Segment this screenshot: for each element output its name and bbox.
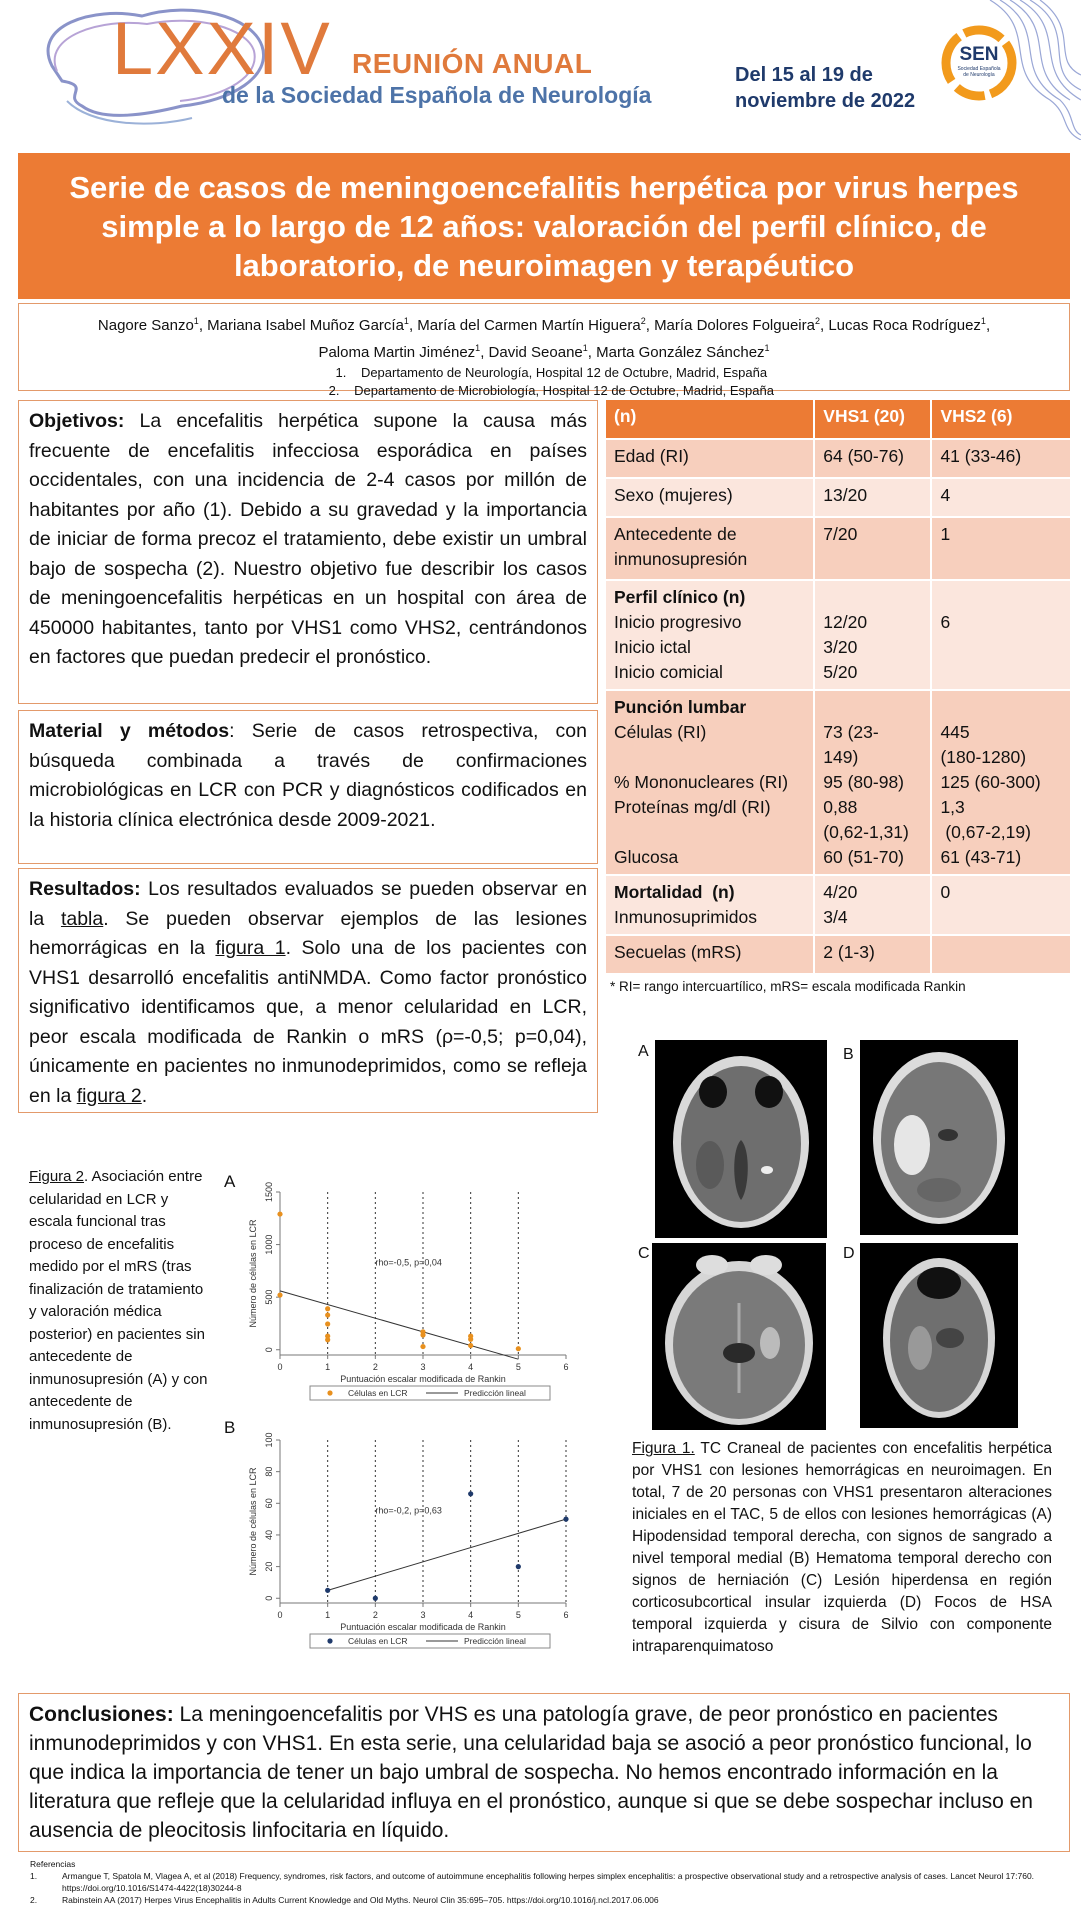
society-name: de la Sociedad Española de Neurología xyxy=(222,82,652,108)
data-point xyxy=(420,1344,425,1349)
y-tick-label: 1500 xyxy=(264,1181,274,1203)
x-tick-label: 4 xyxy=(468,1610,474,1620)
table-row xyxy=(605,690,1071,875)
x-tick-label: 3 xyxy=(420,1610,426,1620)
table-cell: 4 xyxy=(931,478,1071,517)
material-section xyxy=(18,710,598,864)
table-row xyxy=(605,439,1071,478)
legend-label: Predicción lineal xyxy=(464,1636,526,1646)
ct-scan-image-c xyxy=(652,1243,826,1430)
author-name: Marta González Sánchez xyxy=(596,344,765,361)
link-figura-2[interactable]: figura 2 xyxy=(76,1084,142,1107)
cell-line: 4/20 xyxy=(823,882,858,902)
row-heading: Punción lumbar xyxy=(614,697,747,717)
data-point xyxy=(325,1337,330,1342)
table-cell xyxy=(814,690,931,875)
resultados-text: Los resultados evaluados se pueden observar en la xyxy=(29,878,587,930)
correlation-annotation: rho=-0,2, p=0,63 xyxy=(375,1505,442,1516)
x-axis-label: Puntuación escalar modificada de Rankin xyxy=(340,1622,506,1632)
author-affiliation-sup: 1 xyxy=(403,316,409,326)
y-tick-label: 80 xyxy=(264,1466,274,1477)
figure-1-caption-text: TC Craneal de pacientes con encefalitis herpética por VHS1 con lesiones hemorrágicas en neuroimagen. En total, 7 de 20 personas con VHS1 presentaron alteraciones iniciales en el TAC, 5 de ellos con lesiones hemorrágicas (A) Hipodensidad temporal derecha, con signos de sangrado a nivel temporal medial (B) Hematoma temporal derecho con signos de herniación (C) Lesión hiperdensa en región corticosubcortical insular izquierda (D) Focos de HSA temporal izquierda y cisura de Silvio con componente intraparenquimatoso xyxy=(632,1440,1052,1655)
cell-line: 445 xyxy=(940,722,970,742)
cell-line: 1,3 xyxy=(940,797,965,817)
conclusiones-section xyxy=(18,1693,1070,1852)
author-affiliation-sup: 1 xyxy=(980,316,986,326)
cell-line: 0,88 xyxy=(823,797,858,817)
author-name: María Dolores Folgueira xyxy=(654,317,815,334)
data-point xyxy=(277,1211,282,1216)
cell-line: 3/20 xyxy=(823,637,858,657)
data-point xyxy=(373,1596,378,1601)
table-cell: 2 (1-3) xyxy=(814,935,931,974)
table-row xyxy=(605,580,1071,690)
x-tick-label: 2 xyxy=(372,1362,378,1372)
y-tick-label: 1000 xyxy=(264,1234,274,1255)
references-heading: Referencias xyxy=(30,1859,76,1869)
cell-line: Inicio comicial xyxy=(614,662,723,682)
material-heading: Material y métodos xyxy=(29,720,230,742)
x-tick-label: 4 xyxy=(468,1362,474,1372)
figure-2-caption-lead: Figura 2 xyxy=(29,1168,85,1185)
x-tick-label: 5 xyxy=(515,1362,521,1372)
legend-label: Células en LCR xyxy=(348,1636,408,1646)
table-cell xyxy=(931,875,1071,935)
author-affiliation-sup: 2 xyxy=(814,316,820,326)
cell-line: (0,62-1,31) xyxy=(823,822,909,842)
ct-scan-image-a xyxy=(655,1040,827,1238)
table-cell xyxy=(605,875,814,935)
header-banner xyxy=(0,0,1081,140)
data-point xyxy=(516,1346,521,1351)
sen-logo xyxy=(938,22,1020,104)
table-row xyxy=(605,875,1071,935)
sen-logo-text: SEN xyxy=(959,44,999,65)
author-affiliation-sup: 1 xyxy=(193,316,199,326)
ct-label-d: D xyxy=(843,1245,855,1262)
table-cell: 41 (33-46) xyxy=(931,439,1071,478)
table-cell: 1 xyxy=(931,517,1071,580)
scatter-chart-a xyxy=(238,1170,608,1415)
author-name: Nagore Sanzo xyxy=(97,317,194,334)
figure-2-caption-text: . Asociación entre celularidad en LCR y escala funcional tras proceso de encefalitis medido por el mRS (tras finalización de tratamiento y valoración médica posterior) en pacientes sin antecedente de inmunosupresión (A) y con antecedente de inmunosupresión (B). xyxy=(29,1168,208,1433)
data-point xyxy=(420,1332,425,1337)
table-cell: Antecedente de inmunosupresión xyxy=(605,517,814,580)
reference-item xyxy=(30,1870,1070,1894)
table-cell xyxy=(931,935,1071,974)
cell-line: Inicio ictal xyxy=(614,637,691,657)
authors-line-2: Paloma Martin Jiménez$^1$, David Seoane$^1$, Marta González Sánchez$^1$ xyxy=(318,343,770,361)
row-heading: Mortalidad (n) xyxy=(614,882,735,902)
table-cell: Secuelas (mRS) xyxy=(605,935,814,974)
authors-block xyxy=(18,303,1070,398)
resultados-text: . xyxy=(141,1084,148,1107)
author-affiliation-sup: 1 xyxy=(582,343,588,353)
data-point xyxy=(325,1588,330,1593)
x-tick-label: 6 xyxy=(563,1362,569,1372)
cell-line: Inicio progresivo xyxy=(614,612,742,632)
table-cell: 13/20 xyxy=(814,478,931,517)
figure-2-caption xyxy=(29,1166,209,1436)
data-point xyxy=(468,1343,473,1348)
cell-line: (180-1280) xyxy=(940,747,1027,767)
link-figura-1[interactable]: figura 1 xyxy=(215,937,286,959)
table-cell xyxy=(814,875,931,935)
cell-line: 3/4 xyxy=(823,907,848,927)
cell-line: 0 xyxy=(940,882,951,902)
y-tick-label: 0 xyxy=(264,1595,274,1601)
author-name: Mariana Isabel Muñoz García xyxy=(207,317,404,334)
table-cell xyxy=(931,690,1071,875)
x-tick-label: 1 xyxy=(325,1610,331,1620)
y-tick-label: 500 xyxy=(264,1289,274,1305)
edition-number: LXXIV xyxy=(112,7,332,90)
table-cell: 64 (50-76) xyxy=(814,439,931,478)
sen-logo-sub1: Sociedad Española xyxy=(957,66,1001,72)
row-heading: Perfil clínico (n) xyxy=(614,587,746,607)
data-point xyxy=(277,1292,282,1297)
chart-b-panel-label: B xyxy=(224,1418,236,1437)
cell-line: 60 (51-70) xyxy=(823,847,905,867)
data-point xyxy=(325,1306,330,1311)
y-tick-label: 0 xyxy=(264,1347,274,1353)
affiliation-text: Departamento de Microbiología, Hospital 12 de Octubre, Madrid, España xyxy=(354,383,774,398)
cell-line: 73 (23- xyxy=(823,722,879,742)
correlation-annotation: rho=-0,5, p=0,04 xyxy=(375,1257,442,1268)
ct-scan-image-b xyxy=(860,1040,1018,1235)
ct-label-b: B xyxy=(843,1046,854,1063)
cell-line: 95 (80-98) xyxy=(823,772,905,792)
data-point xyxy=(516,1564,521,1569)
ct-scan-image-d xyxy=(860,1243,1018,1428)
table-header-cell: VHS1 (20) xyxy=(814,399,931,439)
table-header-cell: (n) xyxy=(605,399,814,439)
meeting-dates xyxy=(735,62,915,114)
table-row xyxy=(605,935,1071,974)
author-name: Paloma Martin Jiménez xyxy=(318,344,476,361)
x-axis-label: Puntuación escalar modificada de Rankin xyxy=(340,1374,506,1384)
author-name: Lucas Roca Rodríguez xyxy=(828,317,981,334)
resultados-text: . Solo una de los pacientes con VHS1 desarrolló encefalitis antiNMDA. Como factor pronóstico significativo identificamos que, a menor celularidad en LCR, peor escala modificada de Rankin o mRS (ρ=-0,5; p=0,04), únicamente en pacientes no inmunodeprimidos, como se refleja en la xyxy=(29,937,587,1107)
affiliation-text: Departamento de Neurología, Hospital 12 de Octubre, Madrid, España xyxy=(360,365,768,380)
reference-number: 1. xyxy=(30,1871,38,1881)
cell-line: % Mononucleares (RI) xyxy=(614,772,789,792)
poster-title: Serie de casos de meningoencefalitis herpética por virus herpes simple a lo largo de 12 años: valoración del perfil clínico, de laboratorio, de neuroimagen y terapéutico xyxy=(18,153,1070,299)
table-footnote: * RI= rango intercuartílico, mRS= escala modificada Rankin xyxy=(610,979,966,994)
reference-text[interactable]: Rabinstein AA (2017) Herpes Virus Encephalitis in Adults Current Knowledge and Old Myths. Neurol Clin 35:695–705. https://doi.org/10.1016/j.ncl.2017.06.006 xyxy=(62,1895,659,1905)
legend-marker xyxy=(327,1390,332,1395)
cell-line: (0,67-2,19) xyxy=(940,822,1031,842)
legend-label: Células en LCR xyxy=(348,1388,408,1398)
affiliation-number: 1. xyxy=(335,365,347,380)
x-tick-label: 3 xyxy=(420,1362,426,1372)
references-section xyxy=(30,1858,1070,1906)
cell-line: 61 (43-71) xyxy=(940,847,1022,867)
sen-logo-sub2: de Neurología xyxy=(963,72,995,78)
table-header-cell: VHS2 (6) xyxy=(931,399,1071,439)
objetivos-section xyxy=(18,400,598,704)
author-name: David Seoane xyxy=(488,344,583,361)
legend-label: Predicción lineal xyxy=(464,1388,526,1398)
y-tick-label: 60 xyxy=(264,1498,274,1509)
reference-item xyxy=(30,1894,1070,1906)
y-axis-label: Número de células en LCR xyxy=(248,1467,258,1576)
cell-line: 125 (60-300) xyxy=(940,772,1041,792)
author-affiliation-sup: 1 xyxy=(475,343,481,353)
table-row xyxy=(605,478,1071,517)
data-point xyxy=(325,1312,330,1317)
figure-1-caption-lead: Figura 1. xyxy=(632,1440,695,1457)
x-tick-label: 0 xyxy=(277,1362,283,1372)
ct-label-c: C xyxy=(638,1245,650,1262)
cell-line: 12/20 xyxy=(823,612,868,632)
legend-marker xyxy=(327,1638,332,1643)
x-tick-label: 6 xyxy=(563,1610,569,1620)
table-row xyxy=(605,517,1071,580)
cell-line: Proteínas mg/dl (RI) xyxy=(614,797,771,817)
y-tick-label: 100 xyxy=(264,1432,274,1448)
reference-number: 2. xyxy=(30,1895,38,1905)
results-table-wrapper xyxy=(604,398,1072,994)
resultados-text: . Se pueden observar ejemplos de las lesiones hemorrágicas en la xyxy=(29,907,587,959)
x-tick-label: 0 xyxy=(277,1610,283,1620)
table-cell xyxy=(931,580,1071,690)
objetivos-text: La encefalitis herpética supone la causa más frecuente de encefalitis infecciosa esporádica en países occidentales, con una incidencia de 2-4 casos por millón de habitantes por año (1). Debido a su gravedad y la importancia de iniciar de forma precoz el tratamiento, debe existir un umbral bajo de sospecha (2). Nuestro objetivo fue describir los casos de meningoencefalitis herpéticas en un hospital con área de 450000 habitantes, tanto por VHS1 como VHS2, centrándonos en factores que puedan predecir el pronóstico. xyxy=(29,410,587,668)
chart-a-panel-label: A xyxy=(224,1172,236,1191)
x-tick-label: 5 xyxy=(515,1610,521,1620)
table-header-row xyxy=(605,399,1071,439)
data-point xyxy=(563,1517,568,1522)
conclusiones-text: La meningoencefalitis por VHS es una patología grave, de peor pronóstico en pacientes inmunodeprimidos y con VHS1. En esta serie, una celularidad baja se asoció a peor pronóstico funcional, lo que indica la importancia de tener un bajo umbral de sospecha. No hemos encontrado información en la literatura que refleje que la celularidad influya en el pronóstico, aunque si que se debe sospechar incluso en ausencia de pleocitosis linfocitaria en líquido. xyxy=(29,1703,1033,1842)
figure-1-caption xyxy=(632,1438,1052,1658)
x-tick-label: 1 xyxy=(325,1362,331,1372)
reference-text[interactable]: Armangue T, Spatola M, Vlagea A, et al (2018) Frequency, syndromes, risk factors, and outcome of autoimmune encephalitis following herpes simplex encephalitis: a prospective observational study and a retrospective analysis of cases. Lancet Neurol 17:760. https://doi.org/10.1016/S1474-4422(18)30244-8 xyxy=(62,1871,1035,1893)
y-axis-label: Número de células en LCR xyxy=(248,1219,258,1328)
material-text: : Serie de casos retrospectiva, con búsqueda combinada a través de confirmaciones microbiológicas en LCR con PCR y diagnósticos codificados en la historia clínica electrónica desde 2009-2021. xyxy=(29,720,587,831)
y-tick-label: 40 xyxy=(264,1529,274,1540)
data-point xyxy=(468,1337,473,1342)
cell-line: 149) xyxy=(823,747,859,767)
cell-line: 5/20 xyxy=(823,662,858,682)
dates-line-1: Del 15 al 19 de xyxy=(735,64,873,86)
cell-line: Glucosa xyxy=(614,847,679,867)
affiliation-1 xyxy=(19,364,1069,382)
x-tick-label: 2 xyxy=(372,1610,378,1620)
dates-line-2: noviembre de 2022 xyxy=(735,90,916,112)
table-cell xyxy=(814,580,931,690)
results-table xyxy=(604,398,1072,975)
resultados-heading: Resultados: xyxy=(29,878,141,900)
link-tabla[interactable]: tabla xyxy=(60,907,104,930)
table-cell: 7/20 xyxy=(814,517,931,580)
ct-label-a: A xyxy=(638,1043,649,1060)
table-cell: Edad (RI) xyxy=(605,439,814,478)
author-affiliation-sup: 2 xyxy=(640,316,646,326)
data-point xyxy=(468,1491,473,1496)
authors-line-1: Nagore Sanzo$^1$, Mariana Isabel Muñoz García$^1$, María del Carmen Martín Higuera$^2$, María Dolores Folgueira$^2$, Lucas Roca Rodríguez$^1$, xyxy=(97,316,991,334)
table-cell xyxy=(605,690,814,875)
cell-line: 6 xyxy=(940,612,951,632)
meeting-name: REUNIÓN ANUAL xyxy=(352,48,593,79)
cell-line: Inmunosuprimidos xyxy=(614,907,757,927)
cell-line: Células (RI) xyxy=(614,722,707,742)
table-cell xyxy=(605,580,814,690)
data-point xyxy=(325,1321,330,1326)
y-tick-label: 20 xyxy=(264,1561,274,1572)
conclusiones-heading: Conclusiones: xyxy=(29,1703,174,1726)
objetivos-heading: Objetivos: xyxy=(29,410,125,432)
scatter-chart-b xyxy=(238,1418,608,1663)
affiliation-number: 2. xyxy=(328,383,340,398)
author-name: María del Carmen Martín Higuera xyxy=(417,317,641,334)
author-affiliation-sup: 1 xyxy=(764,343,770,353)
table-cell: Sexo (mujeres) xyxy=(605,478,814,517)
resultados-section xyxy=(18,868,598,1113)
